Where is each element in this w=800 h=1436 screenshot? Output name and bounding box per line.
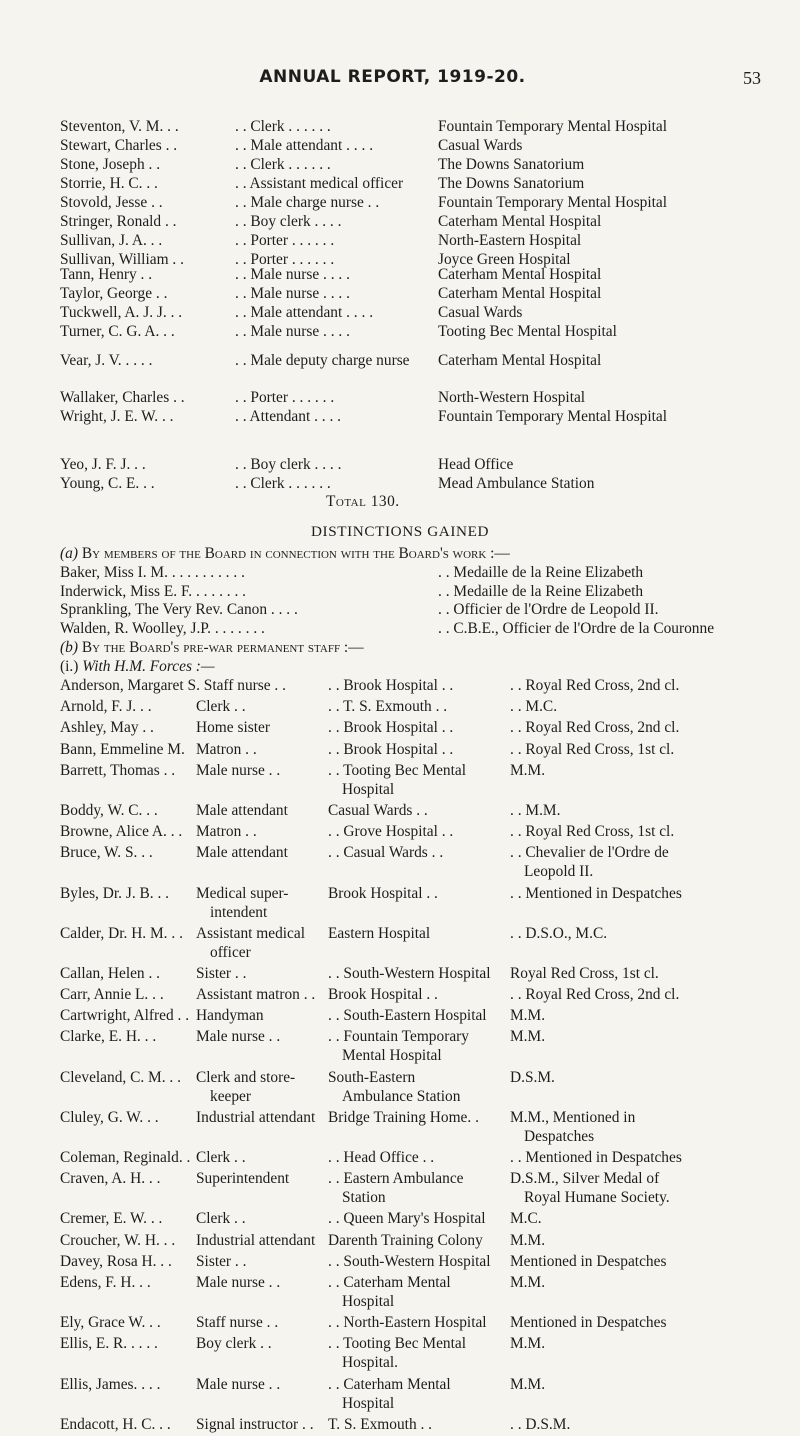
person-location: . . Tooting Bec Mental <box>328 1335 466 1353</box>
page-header <box>0 68 800 92</box>
person-name: Clarke, E. H. . . <box>60 1028 157 1046</box>
person-name: Bruce, W. S. . . <box>60 844 153 862</box>
person-distinction: Mentioned in Despatches <box>510 1252 667 1270</box>
person-role: Male nurse . . <box>196 1375 281 1393</box>
staff-row <box>60 193 800 212</box>
person-name: Browne, Alice A. . . <box>60 823 183 841</box>
staff-location: Mead Ambulance Station <box>438 475 595 492</box>
person-distinction: . . Royal Red Cross, 2nd cl. <box>510 677 680 694</box>
person-role: Clerk . . <box>196 1149 246 1166</box>
person-location: . . T. S. Exmouth . . <box>328 698 448 716</box>
staff-row <box>60 136 800 155</box>
person-location: Hospital <box>342 780 395 798</box>
staff-role: . . Male nurse . . . . <box>235 285 350 302</box>
person-distinction: . . Royal Red Cross, 2nd cl. <box>510 719 680 737</box>
board-member-row <box>60 619 800 638</box>
person-distinction: . . M.M. <box>510 801 561 819</box>
war-staff-row <box>60 964 800 985</box>
person-location: . . South-Western Hospital <box>328 1252 491 1270</box>
war-staff-row <box>60 676 800 697</box>
person-location: Hospital. <box>342 1354 399 1372</box>
person-location: . . Brook Hospital . . <box>328 677 454 694</box>
staff-name: Young, C. E. . . <box>60 475 155 492</box>
person-location: Casual Wards . . <box>328 801 428 819</box>
member-award: . . Medaille de la Reine Elizabeth <box>438 564 644 581</box>
person-distinction: . . D.S.O., M.C. <box>510 924 608 942</box>
war-staff-row <box>60 822 800 843</box>
person-role: Male attendant <box>196 844 288 862</box>
person-distinction: M.M. <box>510 761 546 779</box>
person-name: Bann, Emmeline M. <box>60 740 185 758</box>
staff-role: . . Clerk . . . . . . <box>235 475 331 492</box>
staff-list-v <box>60 351 800 370</box>
staff-location: Casual Wards <box>438 304 523 321</box>
member-name: Walden, R. Woolley, J.P. . . . . . . . <box>60 619 265 637</box>
staff-name: Yeo, J. F. J. . . <box>60 456 146 473</box>
person-distinction: . . M.C. <box>510 698 558 716</box>
staff-name: Wright, J. E. W. . . <box>60 408 174 425</box>
person-distinction: . . Royal Red Cross, 2nd cl. <box>510 986 680 1004</box>
staff-name: Stewart, Charles . . <box>60 137 178 154</box>
person-name: Ellis, James. . . . <box>60 1375 161 1393</box>
person-distinction: M.C. <box>510 1210 542 1228</box>
person-name: Ashley, May . . <box>60 719 154 737</box>
member-name: Baker, Miss I. M. . . . . . . . . . . <box>60 564 245 581</box>
war-staff-row <box>60 1273 800 1313</box>
person-name: Craven, A. H. . . <box>60 1170 161 1188</box>
person-location: Mental Hospital <box>342 1047 442 1065</box>
person-location: Ambulance Station <box>342 1087 461 1105</box>
person-role: Clerk . . <box>196 1210 246 1228</box>
person-location: . . South-Eastern Hospital <box>328 1007 487 1025</box>
member-name: Inderwick, Miss E. F. . . . . . . . <box>60 582 247 600</box>
person-name: Endacott, H. C. . . <box>60 1415 171 1433</box>
staff-role: . . Porter . . . . . . <box>235 232 335 249</box>
person-role: intendent <box>210 903 268 921</box>
staff-location: Caterham Mental Hospital <box>438 213 602 230</box>
person-name: Calder, Dr. H. M. . . <box>60 924 183 942</box>
person-name: Ely, Grace W. . . <box>60 1314 161 1332</box>
person-role: Male nurse . . <box>196 761 281 779</box>
war-staff-row <box>60 1148 800 1169</box>
person-name: Barrett, Thomas . . <box>60 761 176 779</box>
staff-list-w <box>60 388 800 426</box>
staff-location: Joyce Green Hospital <box>438 251 571 268</box>
staff-name: Tuckwell, A. J. J. . . <box>60 304 183 321</box>
person-location: . . South-Western Hospital <box>328 964 491 982</box>
war-staff-row <box>60 1313 800 1334</box>
member-name: Sprankling, The Very Rev. Canon . . . . <box>60 601 298 618</box>
staff-row <box>60 303 800 322</box>
person-distinction: M.M. <box>510 1273 546 1291</box>
person-name: Anderson, Margaret S. Staff nurse . . <box>60 677 286 694</box>
person-role: Male nurse . . <box>196 1273 281 1291</box>
staff-role: . . Male deputy charge nurse <box>235 352 410 369</box>
person-location: Station <box>342 1189 386 1207</box>
staff-list-y <box>60 455 800 493</box>
staff-location: The Downs Sanatorium <box>438 156 585 173</box>
staff-row <box>60 455 800 474</box>
staff-row <box>60 388 800 407</box>
staff-location: The Downs Sanatorium <box>438 175 585 192</box>
person-distinction: M.M., Mentioned in <box>510 1108 636 1126</box>
staff-name: Vear, J. V. . . . . <box>60 352 153 369</box>
person-location: . . Caterham Mental <box>328 1273 451 1291</box>
person-role: Male nurse . . <box>196 1028 281 1046</box>
staff-row <box>60 212 800 231</box>
section-i-heading <box>60 657 215 676</box>
person-location: . . Eastern Ambulance <box>328 1170 464 1188</box>
person-distinction: Royal Humane Society. <box>524 1189 670 1207</box>
person-location: . . Brook Hospital . . <box>328 719 454 737</box>
person-role: Superintendent <box>196 1170 290 1188</box>
person-distinction: . . Chevalier de l'Ordre de <box>510 844 669 862</box>
war-staff-row <box>60 740 800 761</box>
staff-name: Steventon, V. M. . . <box>60 118 179 135</box>
person-distinction: . . Royal Red Cross, 1st cl. <box>510 823 675 841</box>
person-name: Croucher, W. H. . . <box>60 1231 176 1249</box>
page-number: 53 <box>743 68 761 88</box>
war-staff-row <box>60 843 800 883</box>
staff-location: Caterham Mental Hospital <box>438 266 602 283</box>
person-name: Cartwright, Alfred . . <box>60 1007 190 1025</box>
person-role: Clerk and store- <box>196 1068 296 1086</box>
staff-role: . . Boy clerk . . . . <box>235 213 342 230</box>
staff-role: . . Male attendant . . . . <box>235 304 374 321</box>
board-member-row <box>60 563 800 582</box>
person-role: Clerk . . <box>196 698 246 716</box>
person-location: Eastern Hospital <box>328 924 431 942</box>
staff-role: . . Male nurse . . . . <box>235 266 350 283</box>
war-staff-row <box>60 718 800 739</box>
staff-list-s <box>60 117 800 269</box>
staff-name: Turner, C. G. A. . . <box>60 323 175 340</box>
person-distinction: M.M. <box>510 1231 546 1249</box>
staff-name: Tann, Henry . . <box>60 266 153 283</box>
board-member-row <box>60 600 800 619</box>
person-distinction: D.S.M., Silver Medal of <box>510 1170 660 1188</box>
war-service-distinctions <box>60 676 800 1436</box>
staff-role: . . Porter . . . . . . <box>235 251 335 268</box>
section-b-label: (b) <box>60 639 78 656</box>
staff-row <box>60 155 800 174</box>
war-staff-row <box>60 1375 800 1415</box>
section-i-label: (i.) <box>60 658 79 675</box>
person-location: . . Casual Wards . . <box>328 844 444 862</box>
war-staff-row <box>60 1027 800 1067</box>
staff-location: Fountain Temporary Mental Hospital <box>438 118 668 135</box>
staff-role: . . Male nurse . . . . <box>235 323 350 340</box>
staff-row <box>60 174 800 193</box>
person-location: . . Tooting Bec Mental <box>328 761 466 779</box>
person-name: Ellis, E. R. . . . . <box>60 1335 158 1353</box>
staff-row <box>60 322 800 341</box>
staff-name: Stovold, Jesse . . <box>60 194 163 211</box>
war-staff-row <box>60 801 800 822</box>
person-location: . . Head Office . . <box>328 1149 435 1166</box>
person-location: . . Brook Hospital . . <box>328 740 454 758</box>
person-role: Male attendant <box>196 801 288 819</box>
person-name: Cleveland, C. M. . . <box>60 1068 181 1086</box>
person-role: officer <box>210 943 251 961</box>
war-staff-row <box>60 1252 800 1273</box>
staff-name: Taylor, George . . <box>60 285 168 302</box>
person-distinction: . . Mentioned in Despatches <box>510 884 682 902</box>
staff-row <box>60 284 800 303</box>
person-name: Coleman, Reginald. . <box>60 1149 191 1166</box>
person-name: Edens, F. H. . . <box>60 1273 151 1291</box>
staff-row <box>60 351 800 370</box>
staff-role: . . Porter . . . . . . <box>235 389 335 406</box>
staff-row <box>60 265 800 284</box>
section-b-heading <box>60 638 364 657</box>
person-distinction: M.M. <box>510 1028 546 1046</box>
staff-list-t <box>60 265 800 341</box>
person-location: . . Grove Hospital . . <box>328 823 454 841</box>
staff-name: Stone, Joseph . . <box>60 156 161 173</box>
staff-total: Total 130. <box>326 493 400 510</box>
person-distinction: M.M. <box>510 1335 546 1353</box>
person-location: Hospital <box>342 1394 395 1412</box>
person-role: Home sister <box>196 719 270 737</box>
person-role: Matron . . <box>196 823 257 841</box>
member-award: . . Medaille de la Reine Elizabeth <box>438 582 644 600</box>
board-member-distinctions <box>60 563 800 637</box>
staff-location: Caterham Mental Hospital <box>438 285 602 302</box>
person-name: Arnold, F. J. . . <box>60 698 152 716</box>
staff-name: Wallaker, Charles . . <box>60 389 185 406</box>
person-name: Carr, Annie L. . . <box>60 986 164 1004</box>
person-distinction: Despatches <box>524 1127 595 1145</box>
war-staff-row <box>60 697 800 718</box>
person-role: Sister . . <box>196 1252 247 1270</box>
person-distinction: Royal Red Cross, 1st cl. <box>510 964 659 982</box>
staff-row <box>60 117 800 136</box>
person-role: keeper <box>210 1087 252 1105</box>
person-role: Boy clerk . . <box>196 1335 272 1353</box>
report-title: ANNUAL REPORT, 1919-20. <box>259 67 526 87</box>
war-staff-row <box>60 1006 800 1027</box>
staff-name: Storrie, H. C. . . <box>60 175 158 192</box>
staff-role: . . Boy clerk . . . . <box>235 456 342 473</box>
person-role: Matron . . <box>196 740 257 758</box>
person-location: T. S. Exmouth . . <box>328 1415 433 1433</box>
person-role: Handyman <box>196 1007 264 1025</box>
person-role: Assistant matron . . <box>196 986 316 1004</box>
staff-location: North-Eastern Hospital <box>438 232 582 249</box>
staff-location: Tooting Bec Mental Hospital <box>438 323 617 340</box>
person-distinction: D.S.M. <box>510 1068 555 1086</box>
person-distinction: M.M. <box>510 1007 546 1025</box>
staff-location: Head Office <box>438 456 514 473</box>
war-staff-row <box>60 761 800 801</box>
person-distinction: Leopold II. <box>524 863 594 881</box>
person-role: Staff nurse . . <box>196 1314 279 1332</box>
section-a-text: By members of the Board in connection with the Board's work :— <box>81 545 510 562</box>
staff-location: Caterham Mental Hospital <box>438 352 602 369</box>
war-staff-row <box>60 985 800 1006</box>
staff-location: Fountain Temporary Mental Hospital <box>438 408 668 425</box>
war-staff-row <box>60 884 800 924</box>
staff-location: Casual Wards <box>438 137 523 154</box>
section-a-label: (a) <box>60 545 78 562</box>
person-name: Cluley, G. W. . . <box>60 1108 159 1126</box>
person-distinction: . . Royal Red Cross, 1st cl. <box>510 740 675 758</box>
person-name: Davey, Rosa H. . . <box>60 1252 172 1270</box>
section-i-text: With H.M. Forces :— <box>82 658 215 675</box>
person-location: Bridge Training Home. . <box>328 1108 479 1126</box>
staff-role: . . Clerk . . . . . . <box>235 118 331 135</box>
person-location: . . Caterham Mental <box>328 1375 451 1393</box>
staff-name: Stringer, Ronald . . <box>60 213 177 230</box>
staff-role: . . Male charge nurse . . <box>235 194 380 211</box>
person-location: Brook Hospital . . <box>328 986 438 1004</box>
staff-role: . . Clerk . . . . . . <box>235 156 331 173</box>
person-role: Medical super- <box>196 884 289 902</box>
person-location: . . Fountain Temporary <box>328 1028 469 1046</box>
section-a-heading <box>60 544 510 563</box>
person-location: . . North-Eastern Hospital <box>328 1314 487 1332</box>
person-distinction: . . D.S.M. <box>510 1415 571 1433</box>
person-name: Byles, Dr. J. B. . . <box>60 884 170 902</box>
member-award: . . Officier de l'Ordre de Leopold II. <box>438 601 659 618</box>
person-distinction: M.M. <box>510 1375 546 1393</box>
person-name: Boddy, W. C. . . <box>60 801 158 819</box>
person-distinction: . . Mentioned in Despatches <box>510 1149 682 1166</box>
board-member-row <box>60 582 800 601</box>
person-name: Callan, Helen . . <box>60 964 161 982</box>
staff-role: . . Attendant . . . . <box>235 408 342 425</box>
person-role: Industrial attendant <box>196 1231 316 1249</box>
staff-name: Sullivan, William . . <box>60 251 184 268</box>
person-name: Cremer, E. W. . . <box>60 1210 163 1228</box>
staff-location: Fountain Temporary Mental Hospital <box>438 194 668 211</box>
person-location: South-Eastern <box>328 1068 416 1086</box>
war-staff-row <box>60 1068 800 1108</box>
section-b-text: By the Board's pre-war permanent staff :— <box>81 639 364 656</box>
war-staff-row <box>60 1415 800 1436</box>
person-distinction: Mentioned in Despatches <box>510 1314 667 1332</box>
staff-row <box>60 231 800 250</box>
person-role: Industrial attendant <box>196 1108 316 1126</box>
staff-role: . . Male attendant . . . . <box>235 137 374 154</box>
staff-row <box>60 407 800 426</box>
staff-row <box>60 474 800 493</box>
member-award: . . C.B.E., Officier de l'Ordre de la Couronne <box>438 619 715 637</box>
staff-role: . . Assistant medical officer <box>235 175 404 192</box>
person-location: Darenth Training Colony <box>328 1231 483 1249</box>
staff-location: North-Western Hospital <box>438 389 586 406</box>
person-location: Hospital <box>342 1292 395 1310</box>
war-staff-row <box>60 1209 800 1230</box>
war-staff-row <box>60 1231 800 1252</box>
person-location: Brook Hospital . . <box>328 884 438 902</box>
war-staff-row <box>60 1169 800 1209</box>
person-role: Assistant medical <box>196 924 305 942</box>
war-staff-row <box>60 924 800 964</box>
war-staff-row <box>60 1108 800 1148</box>
person-location: . . Queen Mary's Hospital <box>328 1210 486 1228</box>
war-staff-row <box>60 1334 800 1374</box>
distinctions-title: DISTINCTIONS GAINED <box>310 523 490 540</box>
person-role: Sister . . <box>196 964 247 982</box>
staff-name: Sullivan, J. A. . . <box>60 232 163 249</box>
person-role: Signal instructor . . <box>196 1415 314 1433</box>
